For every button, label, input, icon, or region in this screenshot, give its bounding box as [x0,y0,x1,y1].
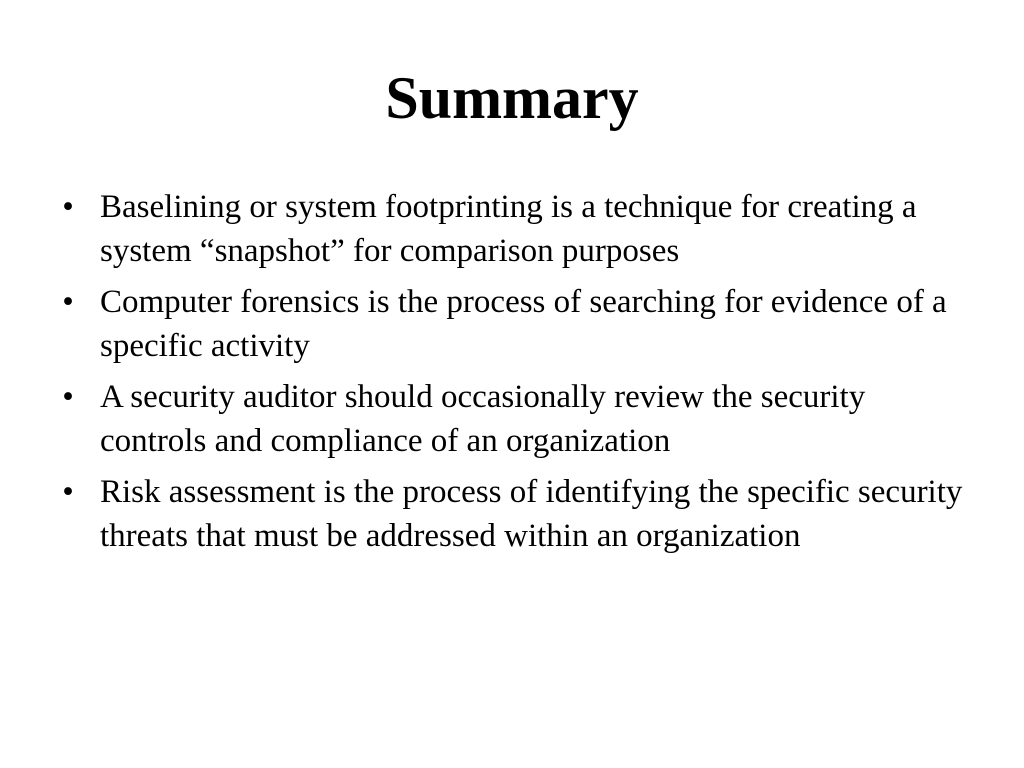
slide-title: Summary [385,65,639,131]
bullet-icon: • [62,474,74,510]
bullet-icon: • [62,284,74,320]
bullet-item [56,470,976,558]
bullet-text: Computer forensics is the process of searching for evidence of a specific activity [100,284,947,364]
bullet-text: Risk assessment is the process of identifying the specific security threats that must be addressed within an organization [100,474,963,554]
bullet-item [56,185,976,273]
bullet-item [56,280,976,368]
bullet-icon: • [62,379,74,415]
bullet-list [56,185,976,565]
bullet-icon: • [62,189,74,225]
bullet-item [56,375,976,463]
bullet-text: Baselining or system footprinting is a technique for creating a system “snapshot” for comparison purposes [100,189,917,269]
bullet-text: A security auditor should occasionally review the security controls and compliance of an organization [100,379,866,459]
